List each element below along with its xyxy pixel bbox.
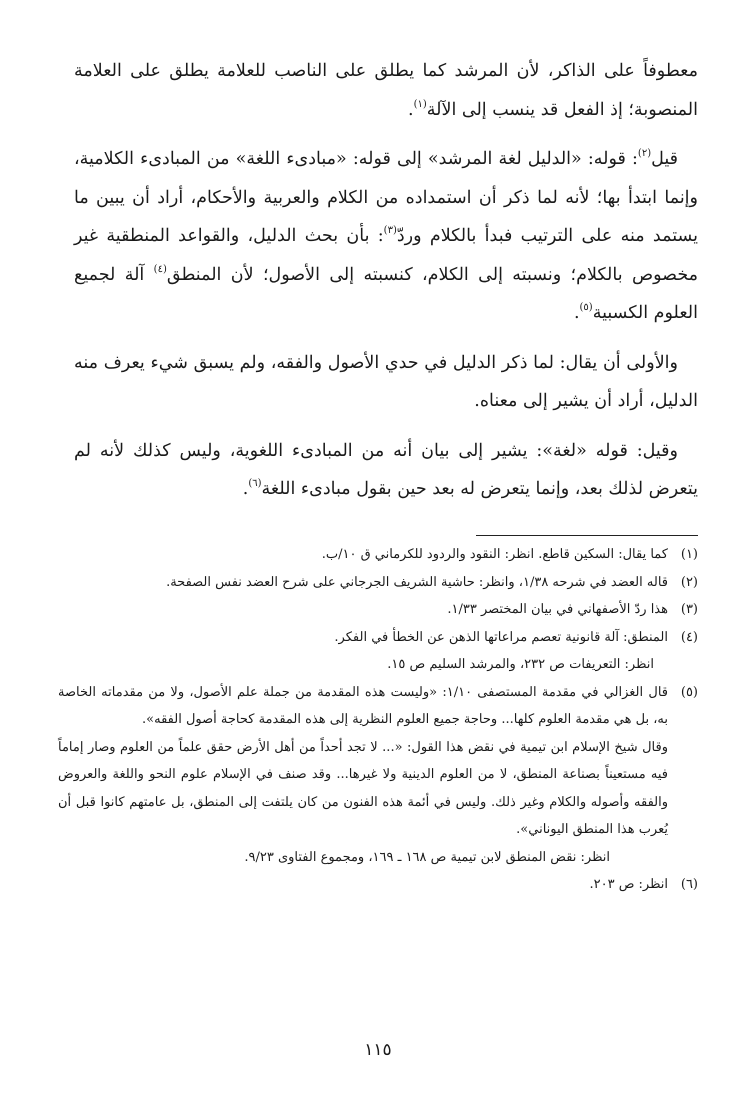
paragraph-4-end: . bbox=[242, 479, 249, 499]
footnote-2 bbox=[58, 569, 698, 597]
footnote-5-reference: انظر: نقض المنطق لابن تيمية ص ١٦٨ ـ ١٦٩، ومجموع الفتاوى ٩/٢٣. bbox=[244, 849, 610, 865]
footnote-ref-1: (١) bbox=[413, 98, 427, 110]
footnote-ref-5: (٥) bbox=[579, 302, 593, 313]
paragraph-2-text-c: آلة لجميع العلوم الكسبية bbox=[74, 264, 698, 323]
footnote-5-continuation: وقال شيخ الإسلام ابن تيمية في نقض هذا القول: «... لا تجد أحداً من أهل الأرض حقق علماً من العلوم وصار إماماً فيه مستعيناً بصناعة المنطق، لا من العلوم الدينية ولا غيرها... وقد صنف في الإسلام علوم النحو واللغة والعروض والفقه وأصوله والكلام وغير ذلك. وليس في أئمة هذه الفنون من كان يلتفت إلى المنطق، بل عامتهم كانوا قبل أن يُعرب هذا المنطق اليوناني». bbox=[58, 739, 668, 837]
footnote-1 bbox=[58, 541, 698, 569]
footnote-number: (٣) bbox=[680, 602, 698, 617]
footnote-5 bbox=[58, 679, 698, 734]
paragraph-3: والأولى أن يقال: لما ذكر الدليل في حدي الأصول والفقه، ولم يسبق شيء يعرف منه الدليل، أراد أن يشير إلى معناه. bbox=[74, 352, 698, 411]
footnote-3 bbox=[58, 596, 698, 624]
footnote-number: (١) bbox=[680, 547, 698, 562]
footnote-number: (٦) bbox=[680, 877, 698, 892]
footnote-number: (٢) bbox=[680, 574, 698, 590]
footnote-text: هذا ردّ الأصفهاني في بيان المختصر ١/٣٣. bbox=[447, 602, 668, 617]
paragraph-1 bbox=[74, 52, 698, 129]
paragraph-2-text-a: : قوله: «الدليل لغة المرشد» إلى قوله: «مبادىء اللغة» من المبادىء الكلامية، وإنما ابتدأ بها؛ لأنه لما ذكر أن استمداده من الكلام والعربية والأحكام، أراد أن يبين ما يستمد منه على الترتيب فبدأ بالكلام وردّ bbox=[74, 149, 698, 246]
main-text bbox=[74, 52, 698, 520]
footnotes bbox=[58, 541, 698, 899]
footnote-text: قال الغزالي في مقدمة المستصفى ١/١٠: «وليست هذه المقدمة من جملة علم الأصول، ولا من مقدماته الخاصة به، بل هي مقدمة العلوم كلها... وحاجة جميع العلوم النظرية إلى هذه المقدمة كحاجة أصول الفقه». bbox=[58, 684, 668, 727]
footnote-ref-6: (٦) bbox=[248, 478, 262, 489]
footnote-4 bbox=[58, 624, 698, 652]
paragraph-1-text: معطوفاً على الذاكر، لأن المرشد كما يطلق على الناصب للعلامة يطلق على العلامة المنصوبة؛ إذ الفعل قد ينسب إلى الآلة bbox=[74, 61, 698, 120]
paragraph-2-lead: قيل bbox=[651, 149, 678, 169]
footnote-6 bbox=[58, 871, 698, 899]
footnote-text: انظر: ص ٢٠٣. bbox=[589, 877, 668, 892]
footnote-ref-2: (٢) bbox=[637, 148, 652, 159]
footnote-ref-4: (٤) bbox=[153, 263, 167, 275]
footnote-number: (٤) bbox=[680, 629, 698, 645]
paragraph-4-text: وقيل: قوله «لغة»: يشير إلى بيان أنه من المبادىء اللغوية، وليس كذلك لأنه لم يتعرض لذلك بعد، وإنما يتعرض له بعد حين بقول مبادىء اللغة bbox=[74, 440, 698, 499]
footnote-separator bbox=[476, 535, 698, 536]
paragraph-2-text-b: : بأن بحث الدليل، والقواعد المنطقية غير مخصوص بالكلام؛ ونسبته إلى الكلام، كنسبته إلى الأصول؛ لأن المنطق bbox=[74, 226, 698, 285]
paragraph-2-end: . bbox=[573, 303, 580, 323]
paragraph-1-end: . bbox=[408, 99, 414, 120]
footnote-text: المنطق: آلة قانونية تعصم مراعاتها الذهن عن الخطأ في الفكر. bbox=[334, 629, 668, 645]
page-number: ١١٥ bbox=[364, 1040, 392, 1060]
paragraph-4 bbox=[74, 432, 698, 509]
footnote-text: كما يقال: السكين قاطع. انظر: النقود والردود للكرماني ق ١٠/ب. bbox=[321, 547, 668, 562]
footnote-ref-3: (٣) bbox=[383, 225, 397, 236]
paragraph-2 bbox=[74, 140, 698, 333]
footnote-4-reference: انظر: التعريفات ص ٢٣٢، والمرشد السليم ص ١٥. bbox=[387, 657, 654, 672]
footnote-number: (٥) bbox=[680, 684, 698, 700]
footnote-text: قاله العضد في شرحه ١/٣٨، وانظر: حاشية الشريف الجرجاني على شرح العضد نفس الصفحة. bbox=[166, 574, 668, 590]
